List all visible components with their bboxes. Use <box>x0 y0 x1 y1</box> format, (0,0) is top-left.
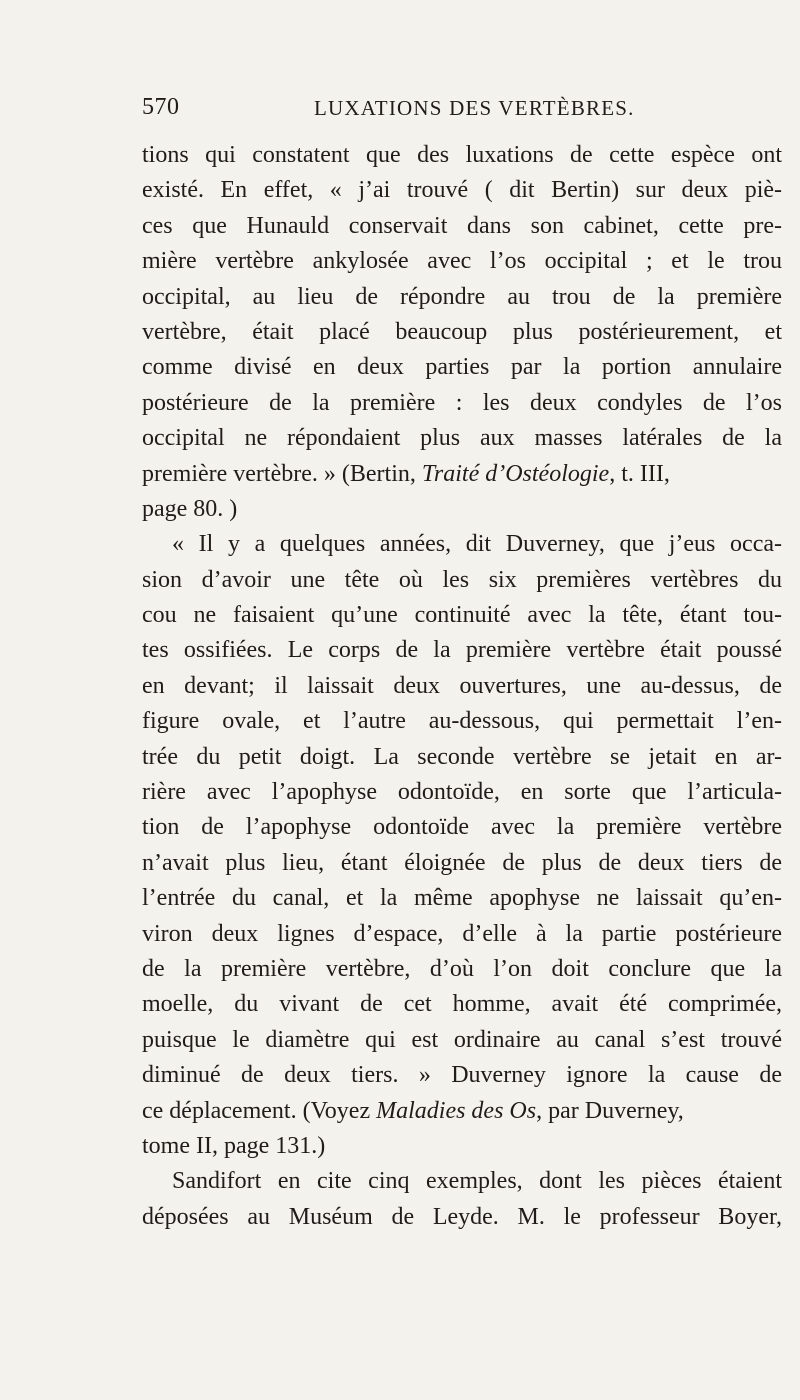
text-line: postérieure de la première : les deux condyles de l’os <box>142 389 782 416</box>
text-line: l’entrée du canal, et la même apophyse ne laissait qu’en- <box>142 885 782 912</box>
text-line: tion de l’apophyse odontoïde avec la première vertèbre <box>142 814 782 841</box>
text-line: occipital ne répondaient plus aux masses latérales de la <box>142 425 782 452</box>
text-line: diminué de deux tiers. » Duverney ignore la cause de <box>142 1062 782 1089</box>
text-line: tome II, page 131.) <box>142 1132 326 1159</box>
text-line-paragraph-start: Sandifort en cite cinq exemples, dont les pièces étaient <box>172 1168 782 1195</box>
text-line: mière vertèbre ankylosée avec l’os occipital ; et le trou <box>142 248 782 275</box>
text-line: cou ne faisaient qu’une continuité avec la tête, étant tou- <box>142 602 782 629</box>
citation-lead: ce déplacement. (Voyez <box>142 1097 371 1124</box>
text-line: ces que Hunauld conservait dans son cabinet, cette pre- <box>142 212 782 239</box>
page-number: 570 <box>142 94 180 120</box>
text-line: vertèbre, était placé beaucoup plus postérieurement, et <box>142 318 782 345</box>
text-line-with-citation <box>142 457 782 492</box>
citation-title: Maladies des Os <box>376 1097 537 1124</box>
citation-tail: , t. III, <box>609 460 670 487</box>
text-line: en devant; il laissait deux ouvertures, une au-dessus, de <box>142 672 782 699</box>
text-line-paragraph-start: « Il y a quelques années, dit Duverney, que j’eus occa- <box>172 531 782 558</box>
text-line: figure ovale, et l’autre au-dessous, qui permettait l’en- <box>142 708 782 735</box>
text-line: tes ossifiées. Le corps de la première vertèbre était poussé <box>142 637 782 664</box>
text-line: puisque le diamètre qui est ordinaire au canal s’est trouvé <box>142 1026 782 1053</box>
text-line: trée du petit doigt. La seconde vertèbre se jetait en ar- <box>142 743 782 770</box>
text-line-with-citation <box>142 1094 782 1129</box>
page-header <box>142 94 656 124</box>
text-line: viron deux lignes d’espace, d’elle à la partie postérieure <box>142 920 782 947</box>
text-line: tions qui constatent que des luxations de cette espèce ont <box>142 142 782 168</box>
text-line: moelle, du vivant de cet homme, avait été comprimée, <box>142 991 782 1018</box>
text-line: sion d’avoir une tête où les six premières vertèbres du <box>142 566 782 593</box>
text-line: existé. En effet, « j’ai trouvé ( dit Bertin) sur deux piè- <box>142 177 782 204</box>
body-text <box>142 138 782 1235</box>
text-line: occipital, au lieu de répondre au trou de la première <box>142 283 782 310</box>
citation-tail: , par Duverney, <box>536 1097 684 1124</box>
text-line: rière avec l’apophyse odontoïde, en sorte que l’articula- <box>142 779 782 806</box>
text-line: n’avait plus lieu, étant éloignée de plus de deux tiers de <box>142 849 782 876</box>
running-head: LUXATIONS DES VERTÈBRES. <box>314 96 635 120</box>
text-line: déposées au Muséum de Leyde. M. le professeur Boyer, <box>142 1203 782 1230</box>
text-line: de la première vertèbre, d’où l’on doit conclure que la <box>142 955 782 982</box>
text-line: page 80. ) <box>142 495 238 522</box>
citation-title: Traité d’Ostéologie <box>421 460 610 487</box>
text-line: comme divisé en deux parties par la portion annulaire <box>142 354 782 381</box>
citation-lead: première vertèbre. » (Bertin, <box>142 460 416 487</box>
